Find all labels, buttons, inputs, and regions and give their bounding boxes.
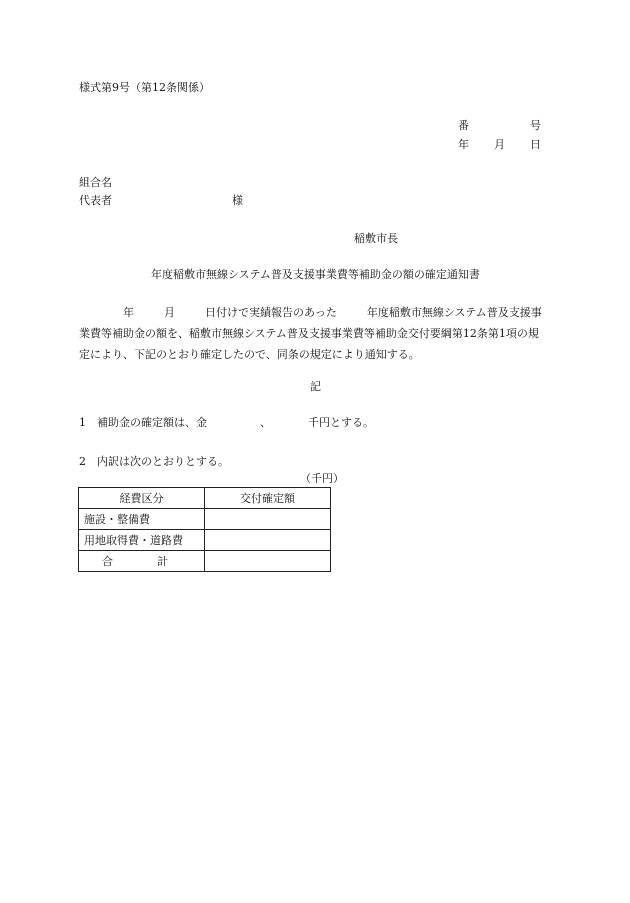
representative-label: 代表者 bbox=[79, 194, 112, 207]
item1-separator: 、 bbox=[260, 416, 271, 429]
body-year: 年 bbox=[123, 306, 134, 319]
table-cell-category: 用地取得費・道路費 bbox=[79, 530, 205, 551]
sender-name: 稲敷市長 bbox=[354, 232, 398, 245]
ki-heading: 記 bbox=[310, 380, 321, 393]
body-month: 月 bbox=[164, 306, 175, 319]
table-row bbox=[79, 530, 331, 551]
union-name-label: 組合名 bbox=[79, 176, 112, 189]
unit-label: （千円） bbox=[300, 472, 344, 485]
body-day-text: 日付けで実績報告のあった bbox=[205, 306, 337, 319]
item1-suffix: 千円とする。 bbox=[308, 416, 374, 429]
item2-number: 2 bbox=[79, 455, 86, 468]
honorific-label: 様 bbox=[232, 194, 243, 207]
item1-number: 1 bbox=[79, 416, 86, 429]
document-title: 年度稲敷市無線システム普及支援事業費等補助金の額の確定通知書 bbox=[151, 268, 480, 281]
total-label-part2: 計 bbox=[157, 554, 168, 568]
date-year-label: 年 bbox=[458, 138, 469, 151]
date-month-label: 月 bbox=[494, 138, 505, 151]
date-day-label: 日 bbox=[530, 138, 541, 151]
table-cell-amount bbox=[205, 509, 331, 530]
table-total-label bbox=[79, 551, 205, 572]
form-label: 様式第9号（第12条関係） bbox=[79, 81, 210, 94]
table-total-amount bbox=[205, 551, 331, 572]
table-header-amount: 交付確定額 bbox=[205, 488, 331, 509]
table-header-row bbox=[79, 488, 331, 509]
item2-text: 内訳は次のとおりとする。 bbox=[97, 455, 229, 468]
body-text: 年度稲敷市無線システム普及支援事業費等補助金の額を、稲敷市無線システム普及支援事業費等補助金交付要綱第12条第1項の規定により、下記のとおり確定したので、同条の規定により通知する。 bbox=[79, 306, 542, 361]
table-row bbox=[79, 509, 331, 530]
table-cell-amount bbox=[205, 530, 331, 551]
table-cell-category: 施設・整備費 bbox=[79, 509, 205, 530]
table-total-row bbox=[79, 551, 331, 572]
number-ban-label: 番 bbox=[458, 119, 469, 132]
cost-breakdown-table bbox=[78, 487, 331, 572]
item1-text: 補助金の確定額は、金 bbox=[97, 416, 207, 429]
table-header-category: 経費区分 bbox=[79, 488, 205, 509]
body-paragraph bbox=[79, 302, 549, 365]
total-label-part1: 合 bbox=[102, 554, 113, 568]
number-go-label: 号 bbox=[530, 119, 541, 132]
